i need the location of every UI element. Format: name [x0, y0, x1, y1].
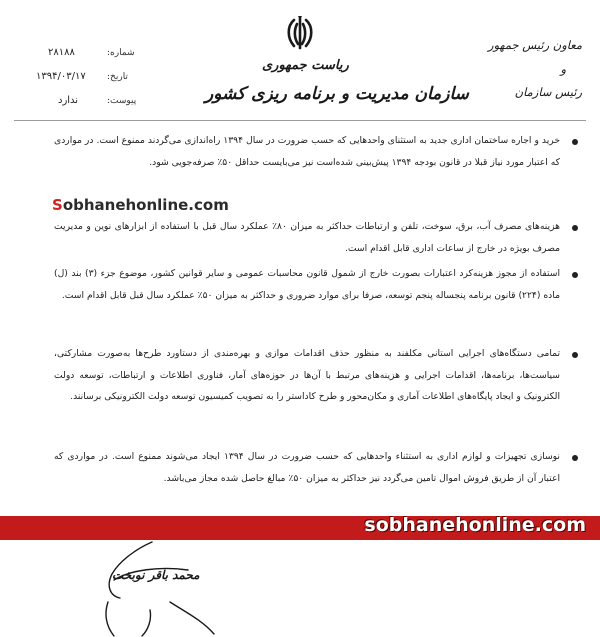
watermark-band-text: sobhanehonline.com — [364, 514, 586, 536]
organization-title: سازمان مدیریت و برنامه ریزی کشور — [205, 84, 469, 104]
paragraph-equipment-renewal: نوسازی تجهیزات و لوازم اداری به استثناء واحدهایی که حسب ضرورت در سال ۱۳۹۴ ایجاد می‌شوند ممنوع است. در مواردی که اعتبار آن از طریق فروش اموال تامین می‌گردد نیز حداکثر به میزان ۵۰٪ مبالغ حاصل شده مجاز می‌باشد. — [54, 451, 560, 484]
handwritten-signature — [90, 540, 230, 637]
header-divider — [14, 120, 586, 121]
letter-number-value: ۲۸۱۸۸ — [48, 47, 75, 58]
paragraph-utility-costs: هزینه‌های مصرف آب، برق، سوخت، تلفن و ارتباطات حداکثر به میزان ۸۰٪ عملکرد سال قبل با استفاده از ابزارهای نوین و مدیریت مصرف بویژه در خارج از ساعات اداری قابل اقدام است. — [54, 221, 561, 254]
attachment-label: پیوست: — [107, 96, 137, 106]
bullet-point — [572, 352, 578, 358]
letter-date-value: ۱۳۹۴/۰۳/۱۷ — [36, 71, 86, 82]
letter-date-label: تاریخ: — [107, 72, 128, 82]
conjunction-label: و — [560, 62, 566, 76]
bullet-point — [572, 272, 578, 278]
presidency-title: ریاست جمهوری — [262, 58, 349, 73]
bullet-point — [572, 225, 578, 231]
paragraph-spending-permit: استفاده از مجوز هزینه‌کرد اعتبارات بصورت خارج از شمول قانون محاسبات عمومی و سایر قوانین کشور، موضوع جزء (۳) بند (ل) ماده (۲۲۴) قانون برنامه پنجساله پنجم توسعه، صرفا برای موارد ضروری و حداکثر به میزان ۵۰٪ عملکرد سال قبل قابل اقدام است. — [54, 268, 561, 301]
watermark-logo: Sobhanehonline.com — [52, 196, 229, 214]
letter-number-label: شماره: — [107, 48, 135, 58]
attachment-value: ندارد — [58, 95, 79, 106]
paragraph-building-purchase: خرید و اجاره ساختمان اداری جدید به استثنای واحدهایی که حسب ضرورت در سال ۱۳۹۴ راه‌اندازی می‌گردند ممنوع است. در مواردی که اعتبار مورد نیاز قبلا در قانون بودجه ۱۳۹۴ پیش‌بینی شده‌است نیز می‌بایست حداقل ۵۰٪ صرفه‌جویی شود. — [54, 135, 560, 168]
vice-president-title: معاون رئیس جمهور — [488, 38, 582, 52]
bullet-point — [572, 139, 578, 145]
bullet-point — [572, 455, 578, 461]
head-of-organization-title: رئیس سازمان — [514, 85, 582, 99]
iran-emblem-icon — [283, 14, 317, 54]
signer-name: محمد باقر نوبخت — [112, 568, 200, 582]
paragraph-provincial-agencies: تمامی دستگاه‌های اجرایی استانی مکلفند به منظور حذف اقدامات موازی و بهره‌مندی از دستاورد طرح‌ها به‌صورت مشارکتی، سیاست‌ها، برنامه‌ها، اقدامات اجرایی و هزینه‌های مرتبط با آن‌ها در حوزه‌های آمار، فناوری اطلاعات و ارتباطات، توسعه دولت الکترونیک و ایجاد پایگاه‌های اطلاعات آماری و مکان‌محور و طرح کاداستر را به تصویب کمیسیون توسعه دولت الکترونیکی برسانند. — [54, 348, 560, 402]
